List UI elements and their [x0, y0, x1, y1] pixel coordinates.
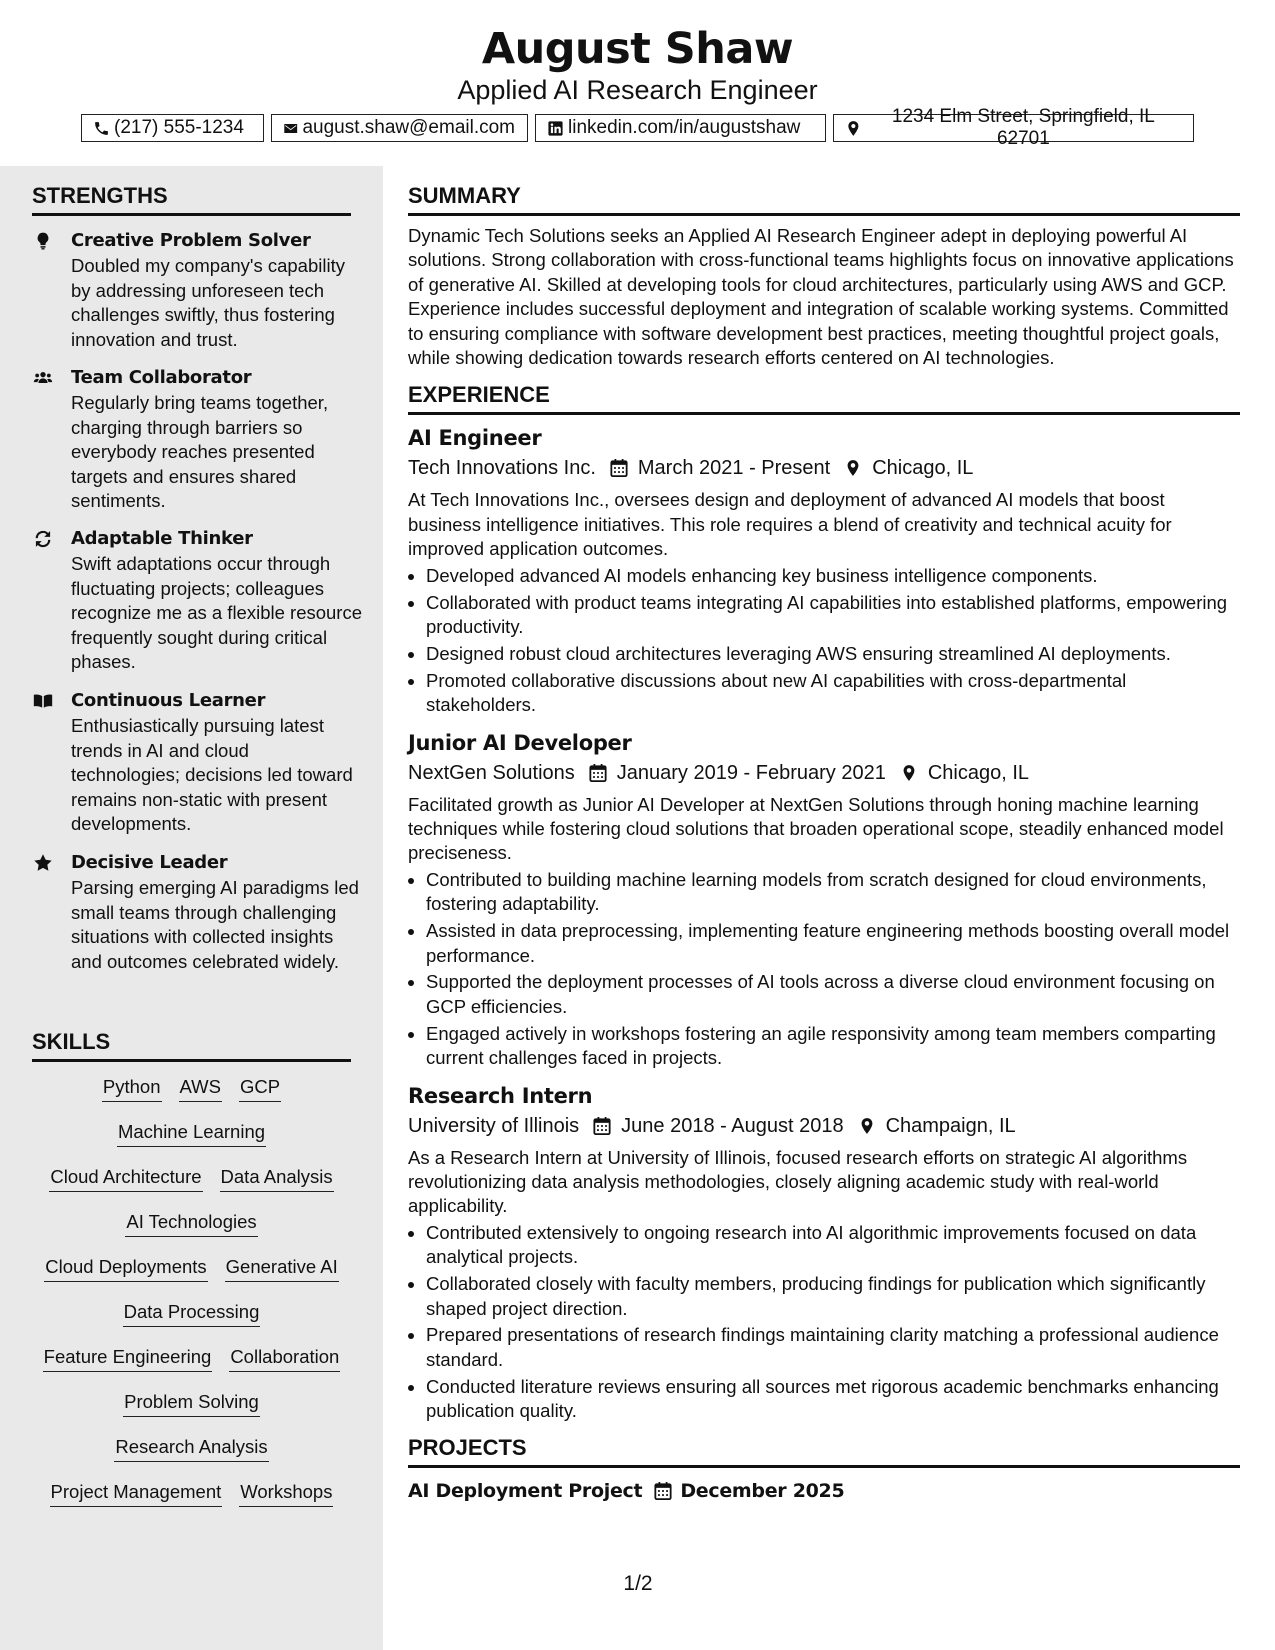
phone-icon [93, 120, 110, 137]
linkedin-text: linkedin.com/in/augustshaw [568, 117, 801, 138]
skills-heading: SKILLS [32, 1028, 351, 1062]
calendar-icon [593, 1116, 611, 1136]
contact-phone [81, 114, 264, 142]
calendar-icon [610, 458, 628, 478]
sync-icon [33, 529, 53, 549]
skill-tag: Feature Engineering [43, 1344, 213, 1372]
skill-tag: Project Management [50, 1479, 223, 1507]
calendar-icon [589, 763, 607, 783]
bullet-item: • Collaborated with product teams integrating AI capabilities into established platforms, empowering productivity. [426, 591, 1240, 640]
skill-tag: Cloud Architecture [49, 1164, 202, 1192]
strength-desc: Parsing emerging AI paradigms led small teams through challenging situations with collected insights and outcomes celebrated widely. [71, 877, 359, 972]
skill-tag: Python [102, 1074, 162, 1102]
project-date: December 2025 [680, 1479, 845, 1502]
job-description: Facilitated growth as Junior AI Developer at NextGen Solutions through honing machine learning techniques while fostering cloud solutions that broaden operational scope, steadily enhanced model preciseness. [408, 793, 1224, 864]
strength-title: Creative Problem Solver [71, 230, 311, 251]
map-marker-icon [845, 120, 862, 137]
contact-bar [0, 106, 1275, 149]
bullet-item: • Prepared presentations of research findings maintaining clarity matching a professional audience standard. [426, 1323, 1240, 1372]
bullet-item: • Promoted collaborative discussions about new AI capabilities with cross-departmental stakeholders. [426, 669, 1240, 718]
skill-tag: Generative AI [225, 1254, 339, 1282]
job-entry [408, 423, 1240, 717]
main-content [408, 166, 1240, 1506]
strength-desc: Swift adaptations occur through fluctuating projects; colleagues recognize me as a flexible resource frequently sought during critical phases. [71, 553, 363, 672]
strength-item [32, 228, 362, 352]
job-entry [408, 1081, 1240, 1424]
job-title: AI Engineer [408, 426, 542, 451]
projects-heading: PROJECTS [408, 1434, 1240, 1468]
location-text: 1234 Elm Street, Springfield, IL 62701 [891, 106, 1155, 149]
strength-title: Decisive Leader [71, 852, 228, 873]
strength-desc: Regularly bring teams together, charging through barriers so everybody reaches presented targets and ensures shared sentiments. [71, 392, 329, 511]
job-description: As a Research Intern at University of Illinois, focused research efforts on strategic AI algorithms revolutionizing data analysis methodologies, closely aligning academic study with real-world applicability. [408, 1146, 1188, 1217]
experience-heading: EXPERIENCE [408, 381, 1240, 415]
page-number: 1/2 [623, 1572, 653, 1595]
skill-tag: Research Analysis [114, 1434, 268, 1462]
bullet-item: • Contributed to building machine learning models from scratch designed for cloud environments, fostering adaptability. [426, 868, 1240, 917]
strength-item [32, 850, 362, 974]
bullet-item: • Supported the deployment processes of AI tools across a diverse cloud environment focusing on GCP efficiencies. [426, 970, 1240, 1019]
bullet-item: • Conducted literature reviews ensuring all sources met rigorous academic benchmarks enhancing publication quality. [426, 1375, 1240, 1424]
contact-location [833, 106, 1194, 149]
candidate-title: Applied AI Research Engineer [457, 75, 818, 105]
strength-title: Team Collaborator [71, 367, 252, 388]
job-bullets [408, 1221, 1240, 1424]
job-description: At Tech Innovations Inc., oversees design and deployment of advanced AI models that boost business intelligence initiatives. This role requires a blend of creativity and technical acuity for improved application outcomes. [408, 489, 1172, 560]
contact-email[interactable] [271, 114, 528, 142]
job-bullets [408, 868, 1240, 1071]
job-title: Research Intern [408, 1083, 593, 1108]
star-icon [33, 853, 53, 873]
email-text: august.shaw@email.com [302, 117, 515, 138]
skills-list [32, 1074, 351, 1524]
sidebar [0, 166, 383, 1650]
summary-heading: SUMMARY [408, 182, 1240, 216]
skill-tag: Data Processing [123, 1299, 261, 1327]
job-dates: March 2021 - Present [637, 457, 831, 480]
project-entry [408, 1476, 1240, 1506]
strength-item [32, 526, 362, 675]
strength-desc: Doubled my company's capability by addressing unforeseen tech challenges swiftly, thus fostering innovation and trust. [71, 255, 345, 350]
job-location: Chicago, IL [927, 761, 1029, 784]
bullet-item: • Contributed extensively to ongoing research into AI algorithmic improvements focused on data analytical projects. [426, 1221, 1240, 1270]
bullet-item: • Collaborated closely with faculty members, producing findings for publication which significantly shaped project direction. [426, 1272, 1240, 1321]
strengths-heading: STRENGTHS [32, 182, 351, 216]
job-bullets [408, 564, 1240, 718]
skill-tag: Data Analysis [220, 1164, 334, 1192]
company-name: NextGen Solutions [408, 761, 575, 784]
users-icon [32, 368, 54, 388]
summary-text: Dynamic Tech Solutions seeks an Applied AI Research Engineer adept in deploying powerful AI solutions. Strong collaboration with cross-functional teams highlights focus on innovative applications of generative AI. Skilled at developing tools for cloud architectures, particularly using AWS and GCP. Experience includes successful deployment and integration of scalable working systems. Committed to ensuring compliance with software development best practices, meeting thoughtful project goals, while showing dedication towards research efforts centered on AI technologies. [408, 225, 1234, 369]
phone-text: (217) 555-1234 [114, 117, 244, 138]
skill-tag: Collaboration [229, 1344, 340, 1372]
calendar-icon [654, 1481, 672, 1501]
job-meta [408, 453, 1240, 483]
project-name: AI Deployment Project [408, 1479, 643, 1502]
skill-tag: AI Technologies [125, 1209, 257, 1237]
skill-tag: GCP [239, 1074, 281, 1102]
bullet-item: • Designed robust cloud architectures leveraging AWS ensuring streamlined AI deployments. [426, 642, 1240, 666]
map-marker-icon [858, 1116, 876, 1136]
map-marker-icon [844, 458, 862, 478]
envelope-icon [283, 120, 298, 137]
candidate-name: August Shaw [481, 24, 794, 74]
skill-tag: Problem Solving [123, 1389, 260, 1417]
book-icon [32, 691, 54, 711]
linkedin-icon [547, 120, 564, 137]
company-name: Tech Innovations Inc. [408, 457, 596, 480]
job-meta [408, 758, 1240, 788]
job-dates: June 2018 - August 2018 [621, 1114, 844, 1137]
skill-tag: Cloud Deployments [44, 1254, 207, 1282]
strength-item [32, 688, 362, 837]
skill-tag: AWS [179, 1074, 222, 1102]
strength-item [32, 365, 362, 514]
lightbulb-icon [33, 231, 53, 251]
bullet-item: • Engaged actively in workshops fostering an agile responsivity among team members comparting current challenges faced in projects. [426, 1022, 1240, 1071]
job-dates: January 2019 - February 2021 [616, 761, 886, 784]
resume-header [0, 0, 1275, 166]
job-location: Chicago, IL [872, 457, 974, 480]
strength-title: Continuous Learner [71, 690, 266, 711]
skill-tag: Machine Learning [117, 1119, 266, 1147]
map-marker-icon [900, 763, 918, 783]
job-title: Junior AI Developer [408, 730, 632, 755]
skill-tag: Workshops [239, 1479, 333, 1507]
job-entry [408, 728, 1240, 1071]
bullet-item: • Assisted in data preprocessing, implementing feature engineering methods boosting overall model performance. [426, 919, 1240, 968]
strength-title: Adaptable Thinker [71, 528, 253, 549]
job-location: Champaign, IL [885, 1114, 1016, 1137]
strength-desc: Enthusiastically pursuing latest trends in AI and cloud technologies; decisions led toward remains non-static with present developments. [71, 715, 353, 834]
contact-linkedin[interactable] [535, 114, 826, 142]
company-name: University of Illinois [408, 1114, 580, 1137]
bullet-item: • Developed advanced AI models enhancing key business intelligence components. [426, 564, 1240, 588]
job-meta [408, 1111, 1240, 1141]
